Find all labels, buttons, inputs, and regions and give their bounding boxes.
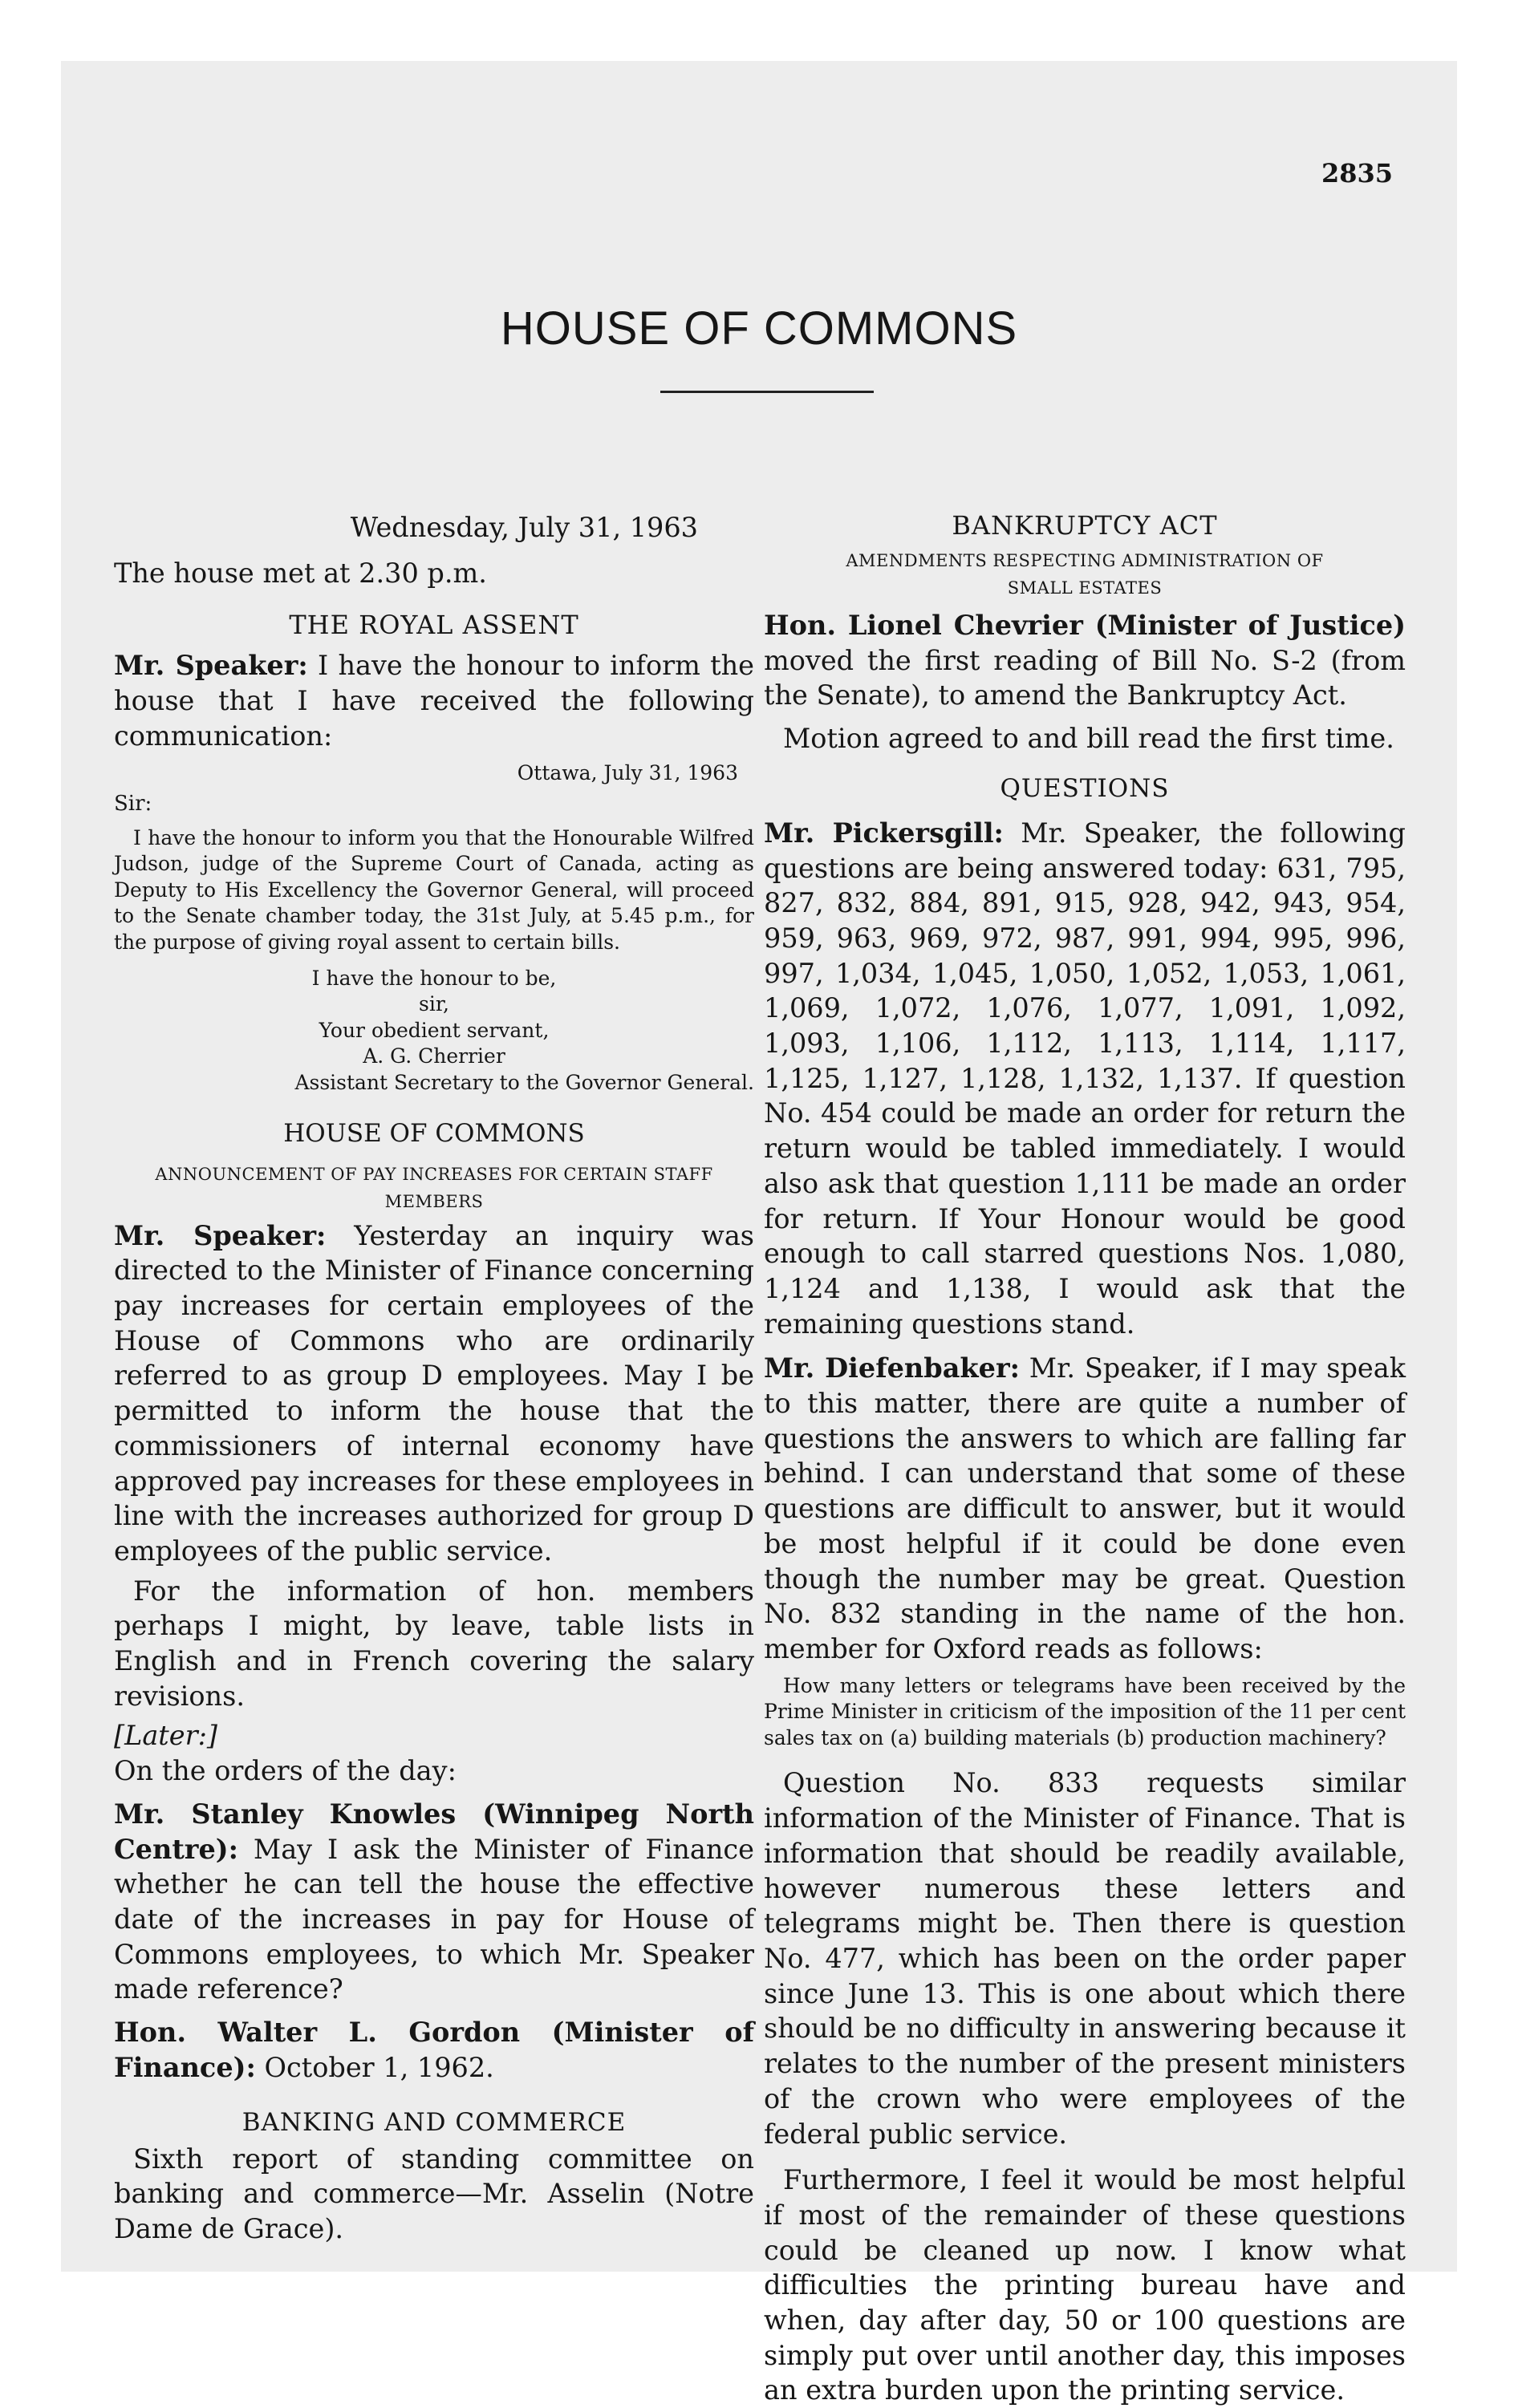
letter-salutation: Sir: (114, 792, 152, 817)
speech-text: Yesterday an inquiry was directed to the Minister of Finance concerning pay increases for certain employees of the House of Commons who are ordinarily referred to as group D employees. May I be permitted to inform the house that the commissioners of internal economy have approved pay increases for these employees in line with the increases authorized for group D employees of the public service. (114, 1219, 754, 1567)
pay-increases-subheading: ANNOUNCEMENT OF PAY INCREASES FOR CERTAIN STAFF MEMBERS (155, 1164, 713, 1211)
speech-text: I have the honour to inform the house that I have received the following communication: (114, 650, 754, 752)
speaker-name: Mr. Speaker: (114, 1219, 327, 1251)
speaker-name: Mr. Pickersgill: (764, 817, 1004, 849)
royal-assent-speech (114, 648, 754, 753)
page-number: 2835 (1321, 158, 1393, 189)
speaker-name: Hon. Lionel Chevrier (Minister of Justice) (764, 610, 1406, 641)
letter-closing-sir: sir, (419, 992, 449, 1016)
masthead-title: HOUSE OF COMMONS (500, 302, 1018, 355)
diefenbaker-speech (764, 1351, 1406, 1666)
speech-text: Mr. Speaker, the following questions are being answered today: 631, 795, 827, 832, 884, 891, 915, 928, 942, 943, 954, 959, 963, 969, 972, 987, 991, 994, 995, 996, 997, 1,034, 1,045, 1,050, 1,052, 1,053, 1,061, 1,069, 1,072, 1,076, 1,077, 1,091, 1,092, 1,093, 1,106, 1,112, 1,113, 1,114, 1,117, 1,125, 1,127, 1,128, 1,132, 1,137. If question No. 454 could be made an order for return the return would be tabled immediately. I would also ask that question 1,111 be made an order for return. If Your Honour would be good enough to call starred questions Nos. 1,080, 1,124 and 1,138, I would ask that the remaining questions stand. (764, 817, 1406, 1340)
letter-body: I have the honour to inform you that the Honourable Wilfred Judson, judge of the Supreme Court of Canada, acting as Deputy to His Excellency the Governor General, will proceed to the Senate chamber today, the 31st July, at 5.45 p.m., for the purpose of giving royal assent to certain bills. (114, 825, 754, 955)
speech-text: Mr. Speaker, if I may speak to this matter, there are quite a number of questions the answers to which are falling far behind. I can understand that some of these questions are difficult to answer, but it would be most helpful if it could be done even though the number may be great. Question No. 832 standing in the name of the hon. member for Oxford reads as follows: (764, 1352, 1406, 1664)
knowles-speech (114, 1797, 754, 2007)
banking-paragraph: Sixth report of standing committee on banking and commerce—Mr. Asselin (Notre Dame de Grace). (114, 2142, 754, 2244)
page-scan (61, 61, 1457, 2406)
speech-text: moved the first reading of Bill No. S-2 (from the Senate), to amend the Bankruptcy Act. (764, 644, 1406, 711)
speaker-name: Mr. Diefenbaker: (764, 1352, 1020, 1384)
printing-bureau-paragraph: Furthermore, I feel it would be most helpful if most of the remainder of these questions could be cleaned up now. I know what difficulties the printing bureau have and when, day after day, 50 or 100 questions are simply put over until another day, this imposes an extra burden upon the printing service. (764, 2164, 1406, 2406)
speaker-name: Mr. Speaker: (114, 650, 308, 682)
letter-signer-title: Assistant Secretary to the Governor General. (294, 1071, 754, 1095)
letter-closing: I have the honour to be, (311, 966, 557, 990)
banking-heading: BANKING AND COMMERCE (242, 2107, 627, 2137)
pay-increases-speech (114, 1218, 754, 1569)
letter-dateline: Ottawa, July 31, 1963 (517, 760, 738, 784)
masthead-rule (660, 391, 874, 393)
left-column (114, 510, 754, 2247)
orders-of-day: On the orders of the day: (114, 1755, 457, 1787)
gordon-speech (114, 2015, 754, 2085)
bankruptcy-heading: BANKRUPTCY ACT (952, 510, 1218, 541)
speaker-name: Mr. Stanley Knowles (Winnipeg North Centre): (114, 1798, 754, 1865)
later-marker: [Later:] (114, 1720, 217, 1752)
royal-assent-heading: THE ROYAL ASSENT (289, 610, 579, 641)
letter-closing-servant: Your obedient servant, (319, 1018, 550, 1042)
session-date: Wednesday, July 31, 1963 (350, 512, 698, 543)
speech-text: October 1, 1962. (264, 2051, 494, 2083)
speech-text: May I ask the Minister of Finance whether he can tell the house the effective date of the increases in pay for House of Commons employees, to which Mr. Speaker made reference? (114, 1833, 754, 2005)
question-833-paragraph: Question No. 833 requests similar information of the Minister of Finance. That is information that should be readily available, however numerous these letters and telegrams might be. Then there is question No. 477, which has been on the order paper since June 13. This is one about which there should be no difficulty in answering because it relates to the number of the present ministers of the crown who were employees of the federal public service. (764, 1767, 1406, 2150)
question-quote: How many letters or telegrams have been received by the Prime Minister in criticism of the imposition of the 11 per cent sales tax on (a) building materials (b) production machinery? (764, 1673, 1406, 1749)
right-column (764, 510, 1406, 2408)
chevrier-speech (764, 608, 1406, 713)
salary-revisions-paragraph: For the information of hon. members perhaps I might, by leave, table lists in English and in French covering the salary revisions. (114, 1575, 754, 1712)
questions-heading: QUESTIONS (1000, 773, 1170, 803)
speaker-name: Hon. Walter L. Gordon (Minister of Finance): (114, 2017, 754, 2083)
bankruptcy-subheading: AMENDMENTS RESPECTING ADMINISTRATION OF SMALL ESTATES (846, 551, 1324, 598)
house-of-commons-heading: HOUSE OF COMMONS (283, 1118, 585, 1148)
pickersgill-speech (764, 816, 1406, 1342)
motion-line: Motion agreed to and bill read the first time. (783, 723, 1394, 755)
house-met-line: The house met at 2.30 p.m. (114, 557, 487, 589)
letter-signer: A. G. Cherrier (363, 1044, 505, 1068)
